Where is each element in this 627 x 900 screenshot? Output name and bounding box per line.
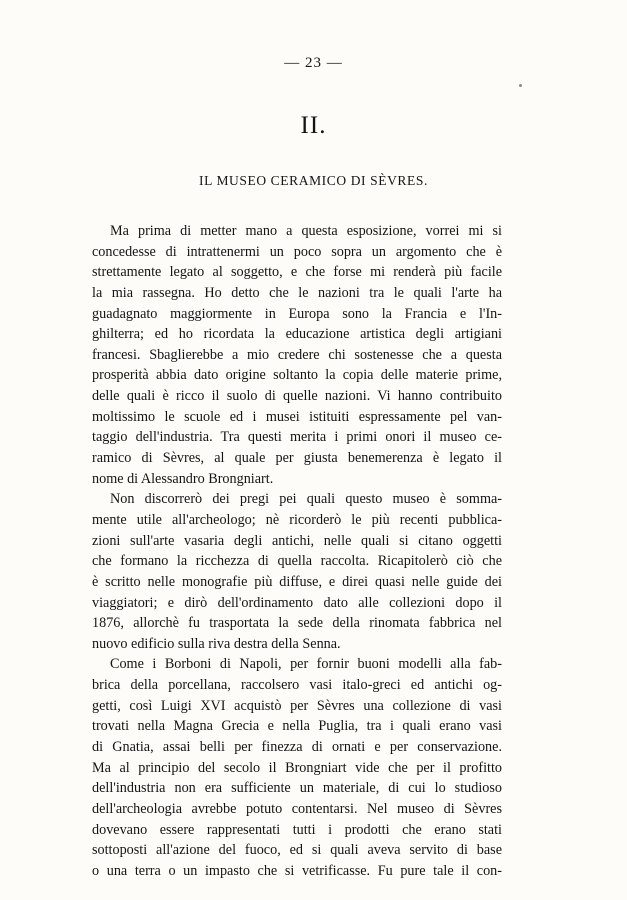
text-line: ramico di Sèvres, al quale per giusta benemerenza è legato il bbox=[92, 450, 502, 467]
text-body bbox=[92, 221, 502, 882]
text-line: viaggiatori; e dirò dell'ordinamento dato alle collezioni dopo il bbox=[92, 594, 502, 611]
text-line: dovevano essere rappresentati tutti i prodotti che erano stati bbox=[92, 821, 502, 838]
text-line: dell'archeologia avrebbe potuto contentarsi. Nel museo di Sèvres bbox=[92, 800, 502, 817]
text-line: brica della porcellana, raccolsero vasi italo-greci ed antichi og- bbox=[92, 677, 502, 694]
text-line: concedesse di intrattenermi un poco sopra un argomento che è bbox=[92, 243, 502, 260]
text-line: strettamente legato al soggetto, e che forse mi renderà più facile bbox=[92, 264, 502, 281]
text-line: mente utile all'archeologo; nè ricorderò le più recenti pubblica- bbox=[92, 511, 502, 528]
text-line: che formano la ricchezza di quella raccolta. Ricapitolerò ciò che bbox=[92, 553, 502, 570]
text-line: getti, così Luigi XVI acquistò per Sèvres una collezione di vasi bbox=[92, 697, 502, 714]
margin-speck bbox=[519, 84, 522, 87]
text-line: nome di Alessandro Brongniart. bbox=[92, 470, 274, 487]
paragraph-1 bbox=[92, 221, 502, 489]
text-line: zioni sull'arte vasaria degli antichi, nelle quali si citano oggetti bbox=[92, 532, 502, 549]
text-line: 1876, allorchè fu trasportata la sede della rinomata fabbrica nel bbox=[92, 615, 502, 632]
text-line: trovati nella Magna Grecia e nella Puglia, tra i quali erano vasi bbox=[92, 718, 502, 735]
text-line: ghilterra; ed ho ricordata la educazione artistica degli artigiani bbox=[92, 326, 502, 343]
text-line: Come i Borboni di Napoli, per fornir buoni modelli alla fab- bbox=[110, 656, 502, 673]
text-line: o una terra o un impasto che si vetrificasse. Fu pure tale il con- bbox=[92, 862, 502, 879]
text-line: guadagnato maggiormente in Europa sono la Francia e l'In- bbox=[92, 305, 502, 322]
chapter-number: II. bbox=[300, 112, 327, 139]
text-line: prosperità abbia dato origine soltanto la copia delle materie prime, bbox=[92, 367, 502, 384]
paragraph-3 bbox=[92, 654, 502, 881]
text-line: la mia rassegna. Ho detto che le nazioni tra le quali l'arte ha bbox=[92, 284, 502, 301]
paragraph-2 bbox=[92, 489, 502, 654]
text-line: di Gnatia, assai belli per finezza di ornati e per conservazione. bbox=[92, 739, 502, 756]
text-line: è scritto nelle monografie più diffuse, e direi quasi nelle guide dei bbox=[92, 573, 502, 590]
text-line: moltissimo le scuole ed i musei istituiti espressamente pel van- bbox=[92, 408, 502, 425]
text-line: Non discorrerò dei pregi pei quali questo museo è somma- bbox=[110, 491, 502, 508]
text-line: Ma al principio del secolo il Brongniart vide che per il profitto bbox=[92, 759, 502, 776]
page-number: — 23 — bbox=[284, 55, 343, 71]
text-line: francesi. Sbaglierebbe a mio credere chi sostenesse che a questa bbox=[92, 346, 502, 363]
text-line: Ma prima di metter mano a questa esposizione, vorrei mi si bbox=[110, 223, 502, 239]
text-line: nuovo edificio sulla riva destra della Senna. bbox=[92, 635, 341, 652]
text-line: dell'industria non era sufficiente un materiale, di cui lo studioso bbox=[92, 780, 502, 797]
text-line: sottoposti all'azione del fuoco, ed si quali aveva servito di base bbox=[92, 842, 502, 859]
text-line: taggio dell'industria. Tra questi merita i primi onori il museo ce- bbox=[92, 429, 502, 446]
text-line: delle quali è ricco il suolo di quelle nazioni. Vi hanno contribuito bbox=[92, 388, 502, 405]
chapter-title: IL MUSEO CERAMICO DI SÈVRES. bbox=[199, 173, 428, 188]
